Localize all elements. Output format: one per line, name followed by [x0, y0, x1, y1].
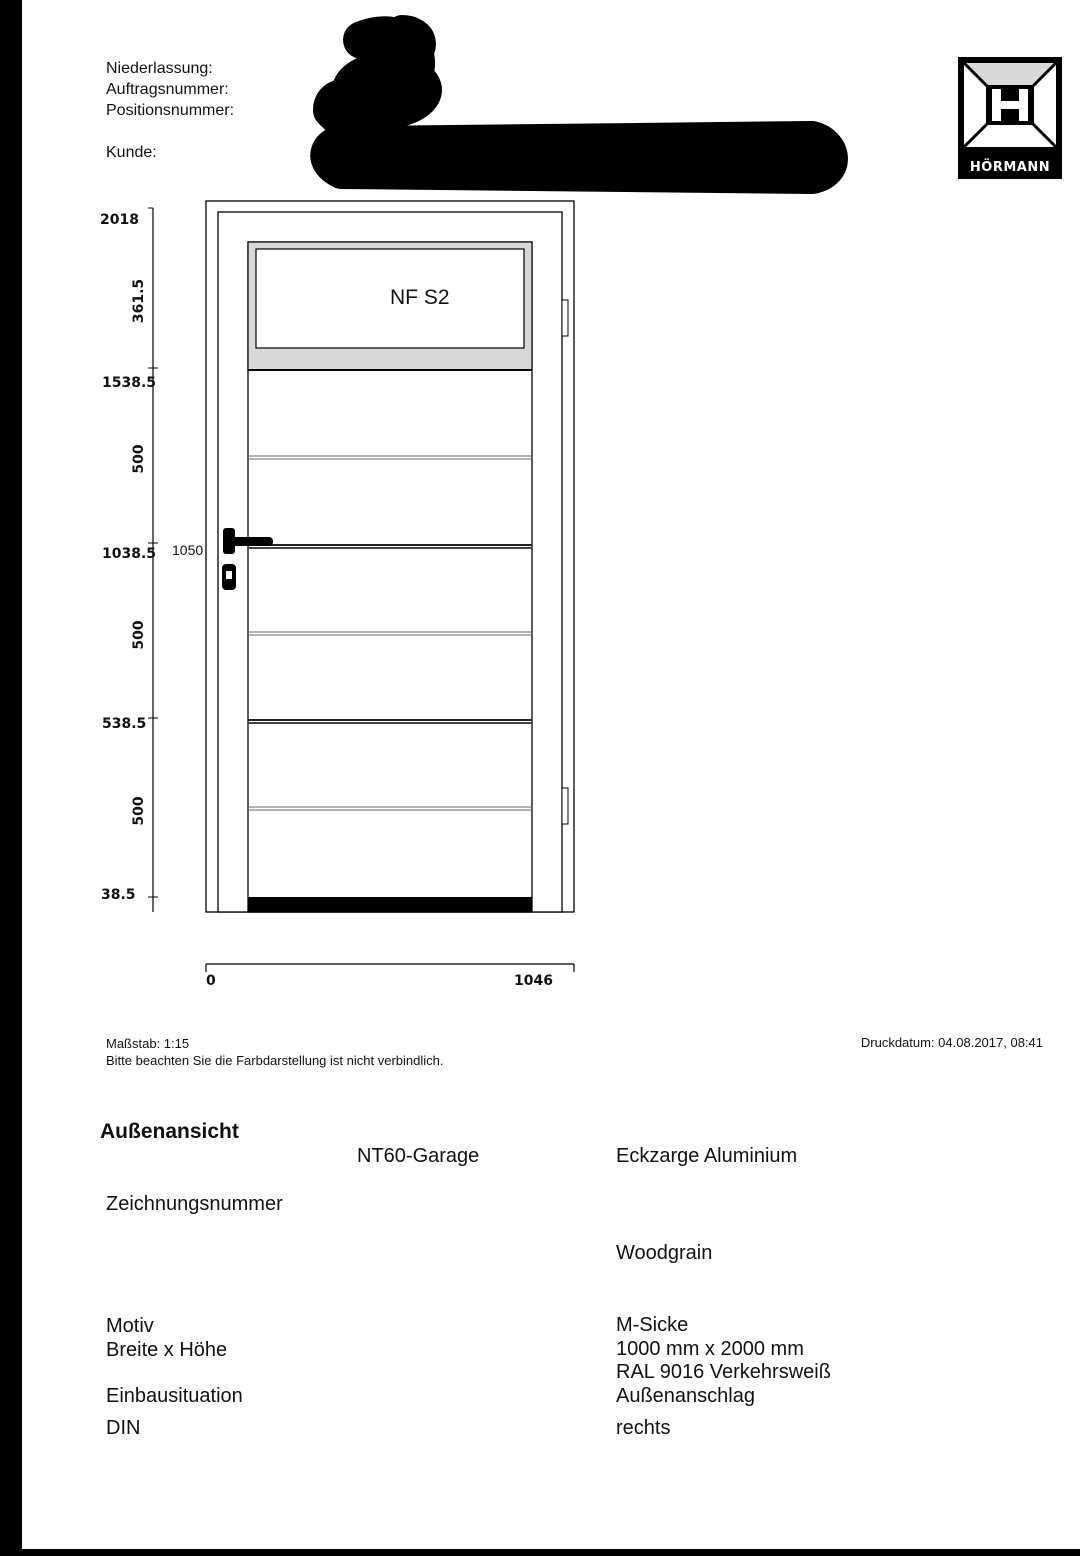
- color-value: RAL 9016 Verkehrsweiß: [616, 1361, 831, 1383]
- installation-value: Außenanschlag: [616, 1384, 755, 1407]
- motif-value: M-Sicke: [616, 1314, 689, 1336]
- segment-dim-middle: 500: [131, 620, 147, 650]
- motif-label: Motiv: [106, 1315, 154, 1337]
- label-positionsnummer: Positionsnummer:: [106, 102, 235, 119]
- dim-1038-5: 1038.5: [102, 546, 157, 562]
- footer-notes: [106, 1035, 443, 1069]
- detail-values-block: [616, 1314, 831, 1408]
- label-auftragsnummer: Auftragsnummer:: [106, 81, 229, 98]
- label-niederlassung: Niederlassung:: [106, 60, 213, 77]
- handle-height-dim: 1050: [172, 542, 204, 558]
- surface-value: Woodgrain: [616, 1242, 713, 1264]
- frame-type: Eckzarge Aluminium: [616, 1145, 798, 1167]
- segment-dim-lower: 500: [131, 796, 147, 826]
- logo-h-icon: [958, 57, 1062, 153]
- segment-dim-window: 361.5: [131, 278, 147, 324]
- hoermann-logo: [958, 57, 1062, 179]
- dim-width-start: 0: [206, 973, 216, 989]
- header-labels: [106, 58, 234, 163]
- hinge-top: [562, 300, 568, 336]
- dim-1538-5: 1538.5: [102, 375, 157, 391]
- redaction-scribble: [292, 10, 852, 210]
- dim-538-5: 538.5: [102, 716, 147, 732]
- door-drawing: [22, 190, 642, 1000]
- size-label: Breite x Höhe: [106, 1339, 228, 1361]
- document-page: [22, 0, 1080, 1549]
- logo-text: HÖRMANN: [969, 160, 1051, 175]
- installation-label: Einbausituation: [106, 1385, 243, 1407]
- label-kunde: Kunde:: [106, 144, 157, 161]
- segment-dim-upper: 500: [131, 444, 147, 474]
- din-value: rechts: [616, 1417, 671, 1439]
- dim-width-end: 1046: [514, 973, 553, 989]
- print-date: Druckdatum: 04.08.2017, 08:41: [860, 1035, 1043, 1050]
- bottom-seal: [248, 897, 532, 912]
- hinge-bottom: [562, 788, 568, 824]
- din-label: DIN: [106, 1417, 141, 1439]
- size-value: 1000 mm x 2000 mm: [616, 1337, 804, 1360]
- dim-2018: 2018: [100, 212, 139, 228]
- color-disclaimer: Bitte beachten Sie die Farbdarstellung ist nicht verbindlich.: [106, 1053, 444, 1068]
- window-label: NF S2: [390, 286, 450, 309]
- dim-38-5: 38.5: [101, 887, 136, 903]
- section-title: Außenansicht: [100, 1120, 239, 1143]
- detail-labels-block: [106, 1314, 227, 1362]
- product-name: NT60-Garage: [357, 1145, 480, 1167]
- scale-note: Maßstab: 1:15: [106, 1036, 190, 1051]
- drawing-number-label: Zeichnungsnummer: [106, 1193, 283, 1215]
